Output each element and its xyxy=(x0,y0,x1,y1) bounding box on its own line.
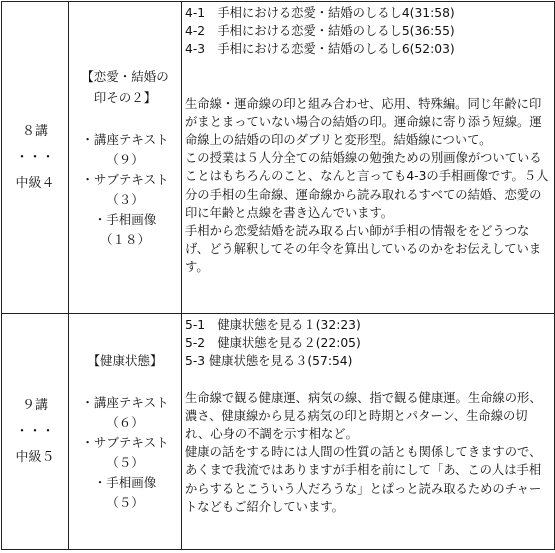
lesson-level: 中級４ xyxy=(15,175,55,191)
topic-cell xyxy=(69,314,182,550)
table-row xyxy=(2,314,555,550)
detail-cell xyxy=(182,314,555,550)
material-item: ・講座テキスト xyxy=(81,131,169,147)
material-count: （９） xyxy=(106,151,144,167)
lesson-dots: ・・・ xyxy=(15,149,55,165)
lesson-number: ８講 xyxy=(21,123,48,139)
topic-title xyxy=(69,66,181,108)
topic-title xyxy=(69,350,181,371)
description-paragraph: 手相から恋愛結婚を読み取る占い師が手相の情報ををどうつなげ、どう解釈してその年令を算出しているのかをお伝えしています。 xyxy=(185,224,542,275)
material-item: ・講座テキスト xyxy=(81,395,169,410)
lesson-number: ９講 xyxy=(21,397,48,413)
video-item: 4-1 手相における恋愛・結婚のしるし4(31:58) xyxy=(185,6,455,20)
material-count: （５） xyxy=(106,495,144,510)
table-row xyxy=(2,2,555,314)
topic-title-line: 【健康状態】 xyxy=(87,353,163,368)
lesson-dots: ・・・ xyxy=(15,423,55,439)
video-item: 4-3 手相における恋愛・結婚のしるし6(52:03) xyxy=(185,42,455,57)
video-item: 5-1 健康状態を見る１(32:23) xyxy=(185,318,361,332)
material-item: ・手相画像 xyxy=(93,211,157,227)
material-count: （１８） xyxy=(99,231,150,247)
topic-title-line: 印その２】 xyxy=(93,89,157,105)
video-item: 5-2 健康状態を見る２(22:05) xyxy=(185,336,361,351)
topic-title-line: 【恋愛・結婚の xyxy=(81,68,169,84)
material-count: （３） xyxy=(106,191,144,207)
material-item: ・サブテキスト xyxy=(81,171,169,187)
video-item: 5-3 健康状態を見る３(57:54) xyxy=(185,354,353,369)
material-count: （５） xyxy=(106,455,144,470)
material-item: ・サブテキスト xyxy=(81,435,169,450)
course-table xyxy=(1,1,555,550)
lesson-cell xyxy=(2,2,69,314)
description-paragraph: 健康の話をする時には人間の性質の話とも関係してきますので、あくまで我流ではありますが手相を前にして「あ、この人は手相からするとこういう人だろうな」とぱっと読み取るためのチャートなどもご紹介しています。 xyxy=(185,445,542,514)
description-paragraph: この授業は５人分全ての結婚線の勉強ための別画像がついていることはもちろんのこと、なんと言っても4-3の手相画像です。５人分の手相の生命線、運命線から読み取れるすべての結婚、恋愛の印に年齢と点線を書き込んでいます。 xyxy=(185,151,549,220)
description-paragraph: 生命線で観る健康運、病気の線、指で観る健康運。生命線の形、濃さ、健康線から見る病気の印と時期とパターン、生命線の切れ、心身の不調を示す相など。 xyxy=(185,390,542,442)
lesson-level: 中級５ xyxy=(15,449,55,465)
detail-cell xyxy=(182,2,555,314)
lesson-cell xyxy=(2,314,69,550)
description-paragraph: 生命線・運命線の印と組み合わせ、応用、特殊編。同じ年齢に印がまとまっていない場合の結婚の印。運命線に寄り添う短線。運命線上の結婚の印のダブリと変形型。結婚線について。 xyxy=(185,96,542,148)
material-count: （６） xyxy=(106,415,144,430)
material-item: ・手相画像 xyxy=(93,475,157,490)
video-item: 4-2 手相における恋愛・結婚のしるし5(36:55) xyxy=(185,24,455,39)
topic-cell xyxy=(69,2,182,314)
